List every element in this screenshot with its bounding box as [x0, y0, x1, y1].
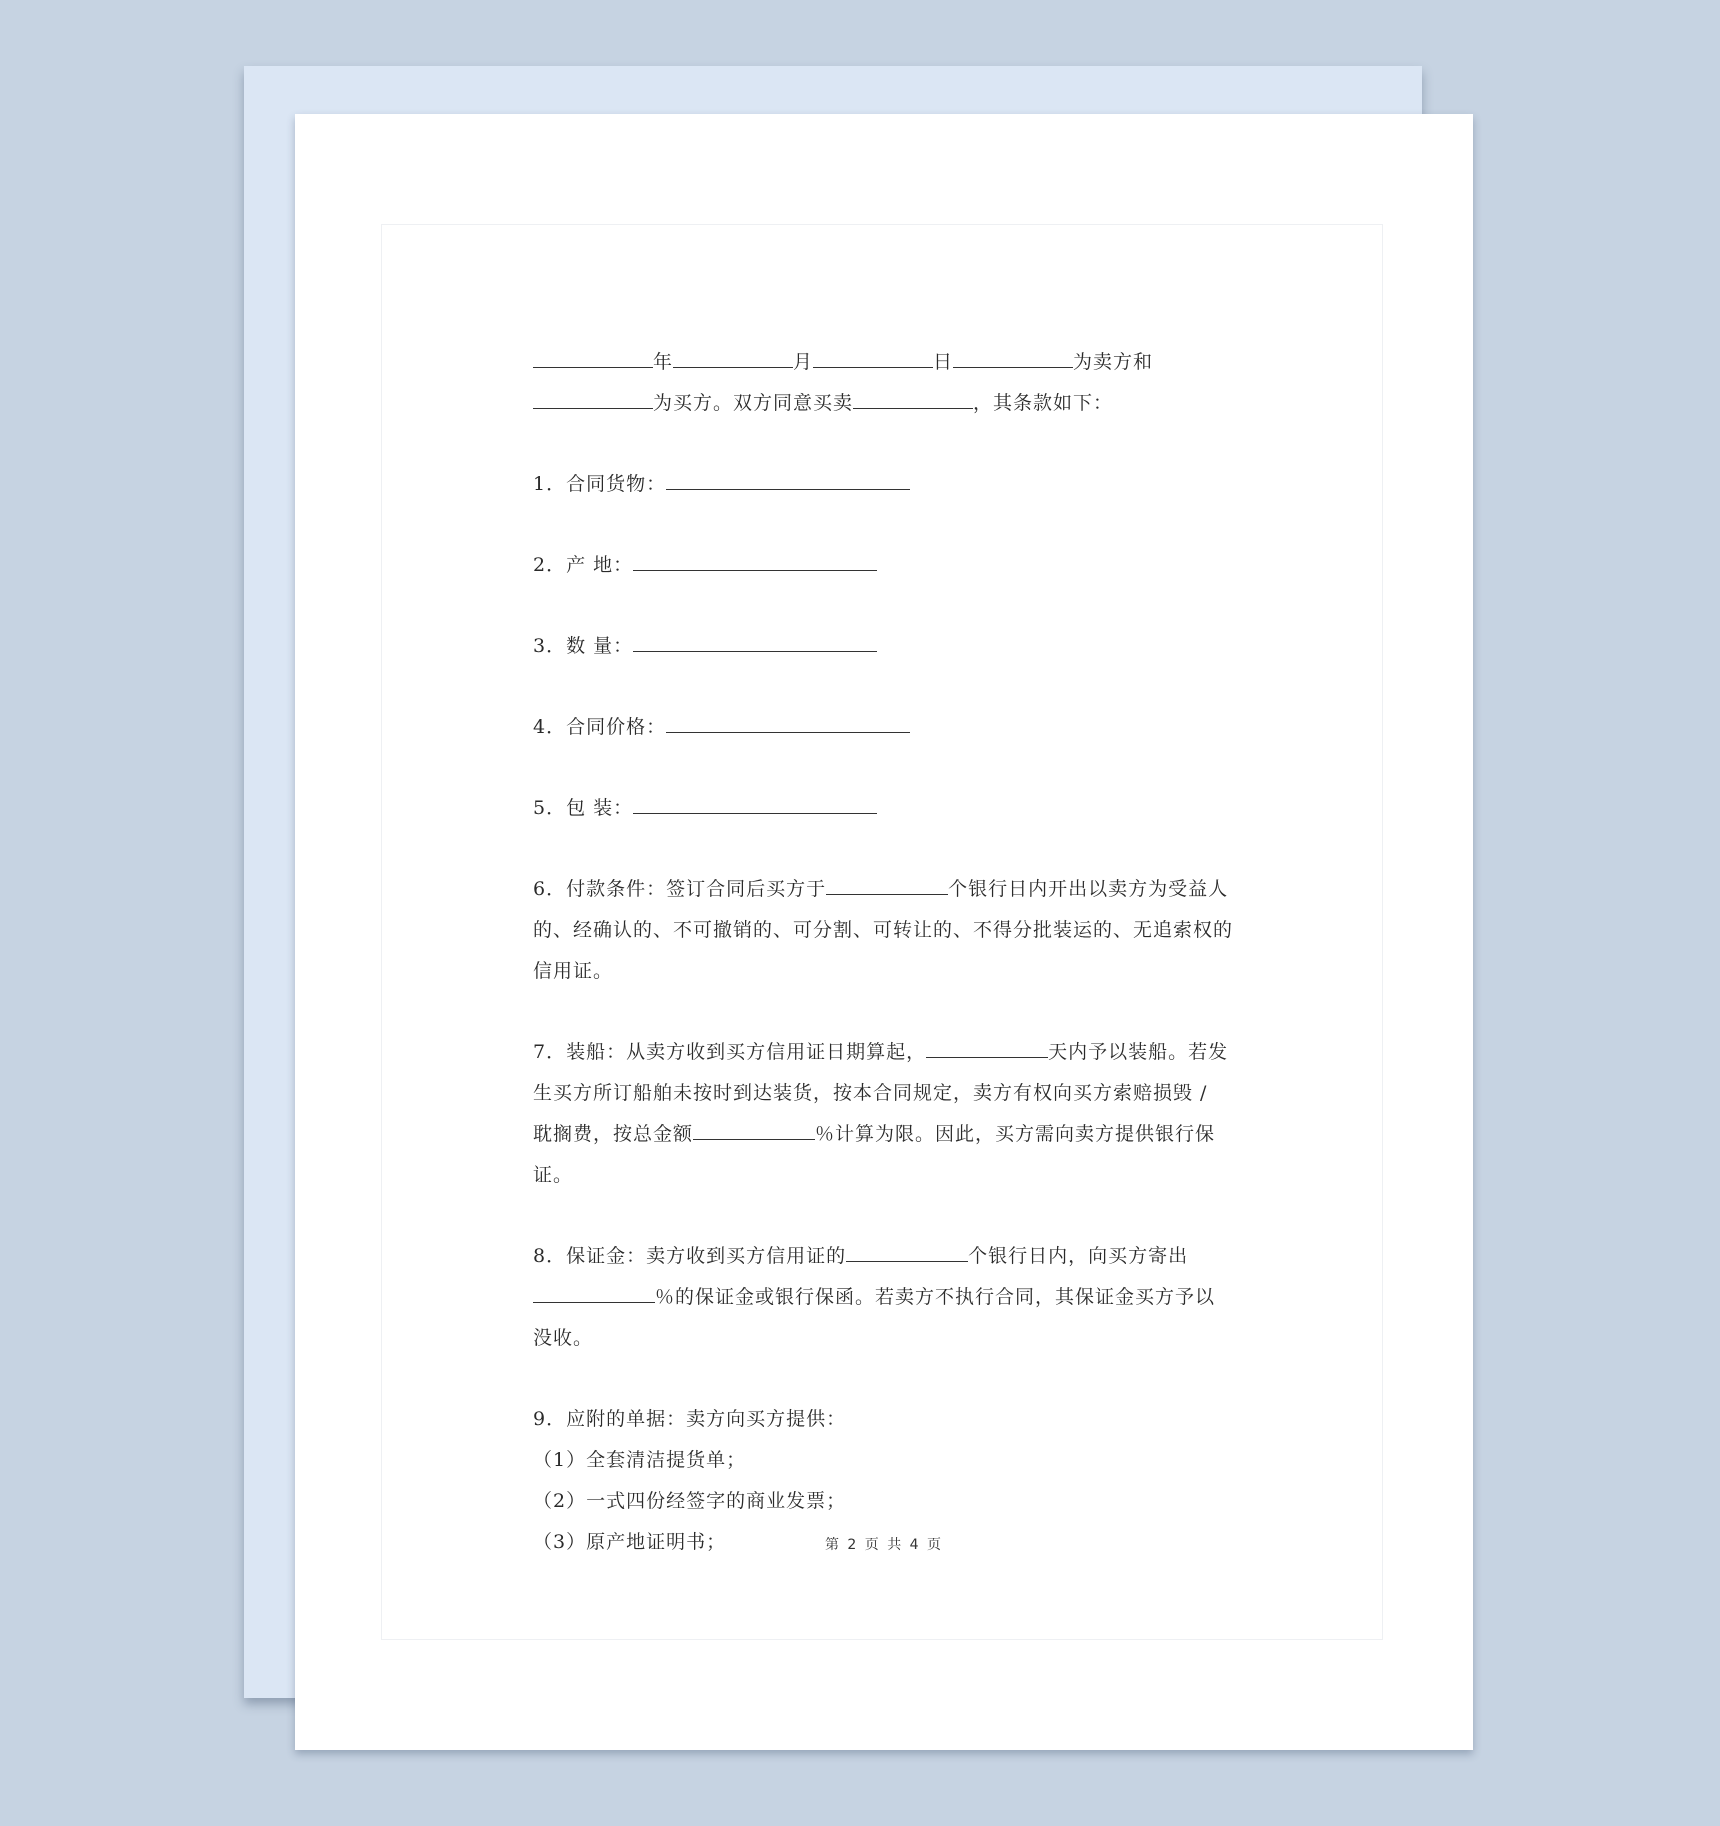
- clause-7: [533, 1032, 1233, 1196]
- clause-2: [533, 545, 1233, 586]
- blank-field[interactable]: [533, 392, 653, 409]
- contract-body: [533, 342, 1233, 1563]
- blank-field[interactable]: [666, 716, 910, 733]
- month-label: 月: [793, 351, 814, 373]
- clause-text: ％的保证金或银行保函。若卖方不执行合同，其保证金买方予以没收。: [533, 1286, 1216, 1349]
- clause-9: 9．应附的单据：卖方向买方提供：: [533, 1408, 847, 1430]
- blank-field[interactable]: [926, 1041, 1048, 1058]
- document-item-3: （3）原产地证明书；: [533, 1531, 727, 1553]
- buyer-text: 为买方。双方同意买卖: [653, 392, 854, 414]
- intro-date-line: [533, 342, 1233, 383]
- blank-field[interactable]: [813, 351, 933, 368]
- clause-label: 4．合同价格：: [533, 716, 667, 738]
- clause-text: ％计算为限。因此，买方需向卖方提供银行保证。: [533, 1123, 1216, 1186]
- clause-6: [533, 869, 1233, 992]
- clause-text: 6．付款条件：签订合同后买方于: [533, 878, 827, 900]
- clause-5: [533, 788, 1233, 829]
- blank-field[interactable]: [846, 1245, 968, 1262]
- clause-text: 天内予以装船。若发生买方所订船舶未按时到达装货，按本合同规定，卖方有权向买方索赔损毁 / 耽搁费，按总金额: [533, 1041, 1229, 1145]
- blank-field[interactable]: [673, 351, 793, 368]
- page-number: 第 2 页 共 4 页: [824, 1537, 944, 1553]
- document-page: [295, 114, 1473, 1750]
- blank-field[interactable]: [633, 554, 877, 571]
- blank-field[interactable]: [633, 797, 877, 814]
- clause-label: 5．包 装：: [533, 797, 634, 819]
- document-item-1: （1）全套清洁提货单；: [533, 1449, 747, 1471]
- blank-field[interactable]: [826, 878, 948, 895]
- seller-text: 为卖方和: [1073, 351, 1154, 373]
- intro-buyer-line: [533, 383, 1233, 424]
- blank-field[interactable]: [533, 351, 653, 368]
- clause-8: [533, 1236, 1233, 1359]
- blank-field[interactable]: [666, 473, 910, 490]
- blank-field[interactable]: [953, 351, 1073, 368]
- day-label: 日: [933, 351, 954, 373]
- clause-1: [533, 464, 1233, 505]
- blank-field[interactable]: [853, 392, 973, 409]
- clause-label: 2．产 地：: [533, 554, 634, 576]
- clause-label: 3．数 量：: [533, 635, 634, 657]
- clause-text: 个银行日内开出以卖方为受益人的、经确认的、不可撤销的、可分割、可转让的、不得分批装运的、无追索权的信用证。: [533, 878, 1234, 982]
- clause-text: 7．装船：从卖方收到买方信用证日期算起，: [533, 1041, 927, 1063]
- clause-4: [533, 707, 1233, 748]
- document-item-2: （2）一式四份经签字的商业发票；: [533, 1490, 847, 1512]
- terms-text: ，其条款如下：: [973, 392, 1114, 414]
- blank-field[interactable]: [693, 1123, 815, 1140]
- year-label: 年: [653, 351, 674, 373]
- blank-field[interactable]: [533, 1286, 655, 1303]
- clause-text: 个银行日内，向买方寄出: [968, 1245, 1189, 1267]
- clause-text: 8．保证金：卖方收到买方信用证的: [533, 1245, 847, 1267]
- blank-field[interactable]: [633, 635, 877, 652]
- clause-label: 1．合同货物：: [533, 473, 667, 495]
- clause-3: [533, 626, 1233, 667]
